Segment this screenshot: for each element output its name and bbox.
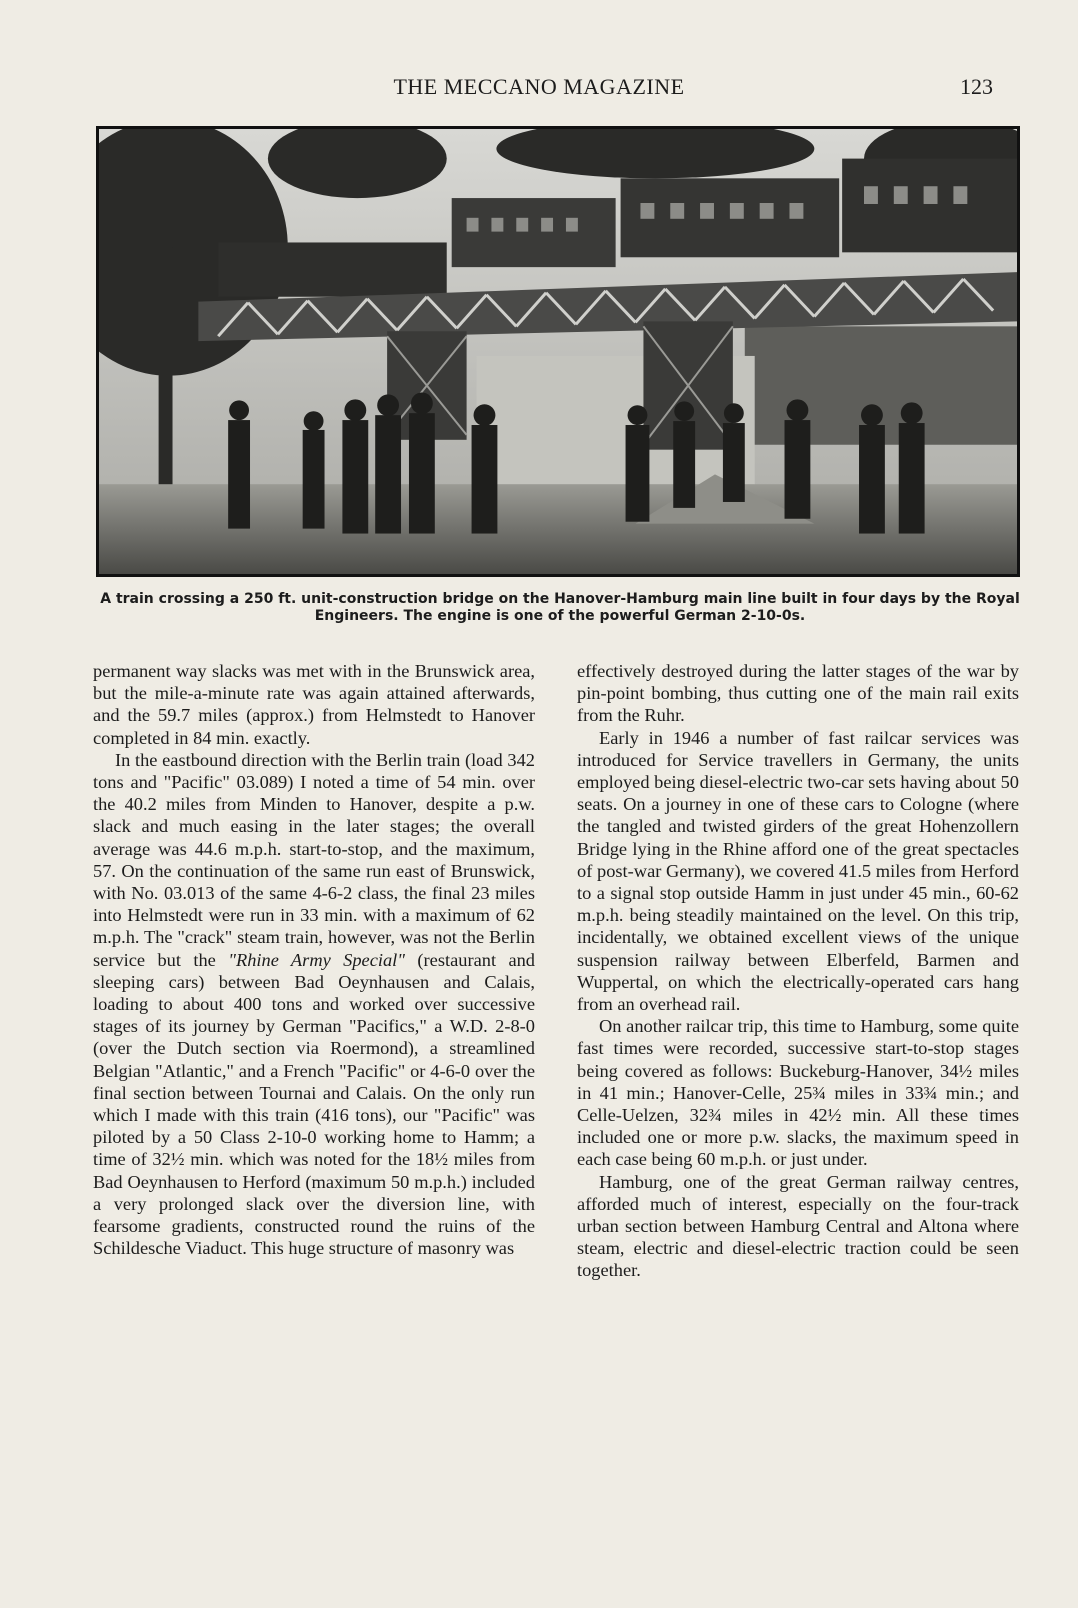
- left-text-column: [93, 660, 535, 1259]
- right-paragraph-2: Early in 1946 a number of fast railcar services was introduced for Service travellers in Germany, the units employed being diesel-electric two-car sets having about 50 seats. On a journey in one of these cars to Cologne (where the tangled and twisted girders of the great Hohenzollern Bridge lying in the Rhine afford one of the great spectacles of post-war Germany), we covered 41.5 miles from Herford to a signal stop outside Hamm in just under 45 min., 60-62 m.p.h. being steadily maintained on the level. On this trip, incidentally, we obtained excellent views of the unique suspension railway between Elberfeld, Barmen and Wuppertal, on which the electrically-operated cars hang from an overhead rail.: [577, 727, 1019, 1015]
- right-paragraph-4: Hamburg, one of the great German railway centres, afforded much of interest, especially on the four-track urban section between Hamburg Central and Altona where steam, electric and diesel-electric traction could be seen together.: [577, 1171, 1019, 1281]
- left-paragraph-2: [93, 749, 535, 1260]
- rhine-army-special-title: "Rhine Army Special": [228, 949, 406, 970]
- photo-caption: A train crossing a 250 ft. unit-construction bridge on the Hanover-Hamburg main line built in four days by the Royal Engineers. The engine is one of the powerful German 2-10-0s.: [100, 591, 1020, 624]
- left-paragraph-2-part-b: (restaurant and sleeping cars) between Bad Oeynhausen and Calais, loading to about 400 tons and worked over successive stages of its journey by German "Pacifics," a W.D. 2-8-0 (over the Dutch section via Roermond), a streamlined Belgian "Atlantic," and a French "Pacific" or 4-6-0 over the final section between Tournai and Calais. On the only run which I made with this train (416 tons), our "Pacific" was piloted by a 50 Class 2-10-0 working home to Hamm; a time of 32½ min. which was noted for the 18½ miles from Bad Oeynhausen to Herford (maximum 50 m.p.h.) included a very prolonged slack over the diversion line, with fearsome gradients, constructed round the ruins of the Schildesche Viaduct. This huge structure of masonry was: [93, 949, 535, 1259]
- left-paragraph-2-part-a: In the eastbound direction with the Berlin train (load 342 tons and "Pacific" 03.089) I noted a time of 54 min. over the 40.2 miles from Minden to Hanover, despite a p.w. slack and much easing in the later stages; the overall average was 44.6 m.p.h. start-to-stop, and the maximum, 57. On the continuation of the same run east of Brunswick, with No. 03.013 of the same 4-6-2 class, the final 23 miles into Helmstedt were run in 33 min. with a maximum of 62 m.p.h. The "crack" steam train, however, was not the Berlin service but the: [93, 749, 535, 970]
- right-paragraph-1: effectively destroyed during the latter stages of the war by pin-point bombing, thus cutting one of the main rail exits from the Ruhr.: [577, 661, 1019, 726]
- right-text-column: [577, 660, 1019, 1282]
- right-paragraph-3: On another railcar trip, this time to Hamburg, some quite fast times were recorded, successive start-to-stop stages being covered as follows: Buckeburg-Hanover, 34½ miles in 41 min.; Hanover-Celle, 25¾ miles in 33¾ min.; and Celle-Uelzen, 32¾ miles in 42½ min. All these times included one or more p.w. slacks, the maximum speed in each case being 60 m.p.h. or just under.: [577, 1016, 1019, 1170]
- magazine-title: THE MECCANO MAGAZINE: [393, 74, 685, 99]
- left-paragraph-1: permanent way slacks was met with in the Brunswick area, but the mile-a-minute rate was again attained afterwards, and the 59.7 miles (approx.) from Helmstedt to Hanover completed in 84 min. exactly.: [93, 661, 535, 748]
- bridge-train-photo: [96, 126, 1020, 577]
- page-number: 123: [960, 74, 993, 99]
- photo-illustration: [99, 129, 1017, 574]
